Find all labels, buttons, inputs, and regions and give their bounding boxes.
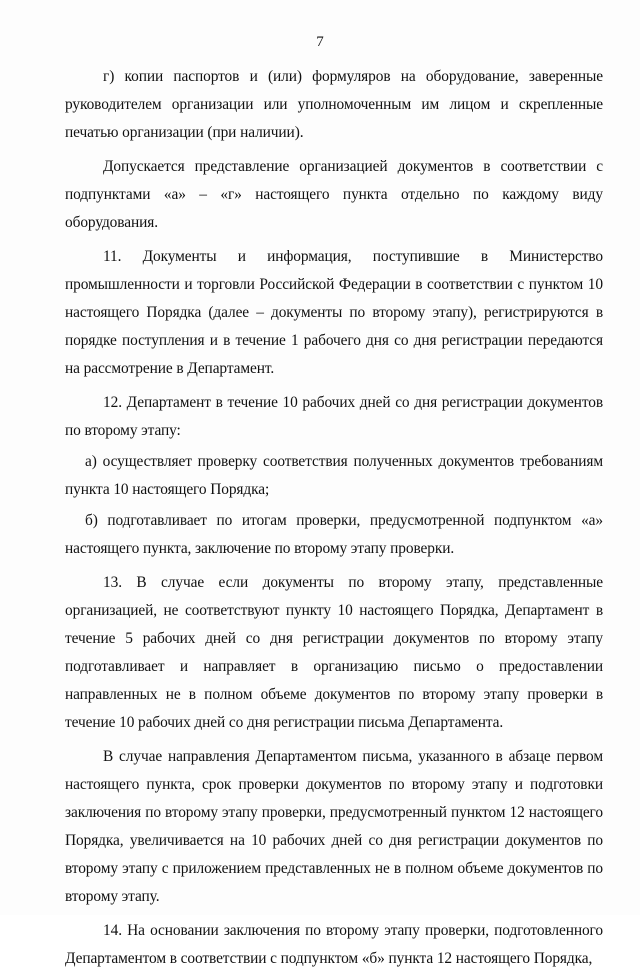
paragraph-clause-12: 12. Департамент в течение 10 рабочих дней со дня регистрации документов по второму этапу: [65, 394, 603, 439]
paragraph-permission: Допускается представление организацией документов в соответствии с подпунктами «а» – «г» настоящего пункта отдельно по каждому виду оборудования. [65, 158, 603, 231]
paragraph-item-g: г) копии паспортов и (или) формуляров на оборудование, заверенные руководителем организации или уполномоченным им лицом и скрепленные печатью организации (при наличии). [65, 68, 603, 141]
document-body [65, 63, 603, 979]
paragraph-clause-13: 13. В случае если документы по второму этапу, представленные организацией, не соответствуют пункту 10 настоящего Порядка, Департамент в течение 5 рабочих дней со дня регистрации документов по второму этапу подготавливает и направляет в организацию письмо о предоставлении направленных не в полном объеме документов по второму этапу проверки в течение 10 рабочих дней со дня регистрации письма Департамента. [65, 574, 603, 731]
paragraph-clause-14: 14. На основании заключения по второму этапу проверки, подготовленного Департаментом в соответствии с подпунктом «б» пункта 12 настоящего Порядка, [65, 922, 603, 967]
paragraph-clause-13-second: В случае направления Департаментом письма, указанного в абзаце первом настоящего пункта, срок проверки документов по второму этапу и подготовки заключения по второму этапу проверки, предусмотренный пунктом 12 настоящего Порядка, увеличивается на 10 рабочих дней со дня регистрации документов по второму этапу с приложением представленных не в полном объеме документов по второму этапу. [65, 748, 603, 905]
page-number: 7 [316, 34, 324, 50]
paragraph-clause-11: 11. Документы и информация, поступившие в Министерство промышленности и торговли Российской Федерации в соответствии с пунктом 10 настоящего Порядка (далее – документы по второму этапу), регистрируются в порядке поступления и в течение 1 рабочего дня со дня регистрации передаются на рассмотрение в Департамент. [65, 248, 603, 377]
paragraph-subitem-a: а) осуществляет проверку соответствия полученных документов требованиям пункта 10 настоящего Порядка; [65, 453, 603, 498]
paragraph-subitem-b: б) подготавливает по итогам проверки, предусмотренной подпунктом «а» настоящего пункта, заключение по второму этапу проверки. [65, 512, 603, 557]
